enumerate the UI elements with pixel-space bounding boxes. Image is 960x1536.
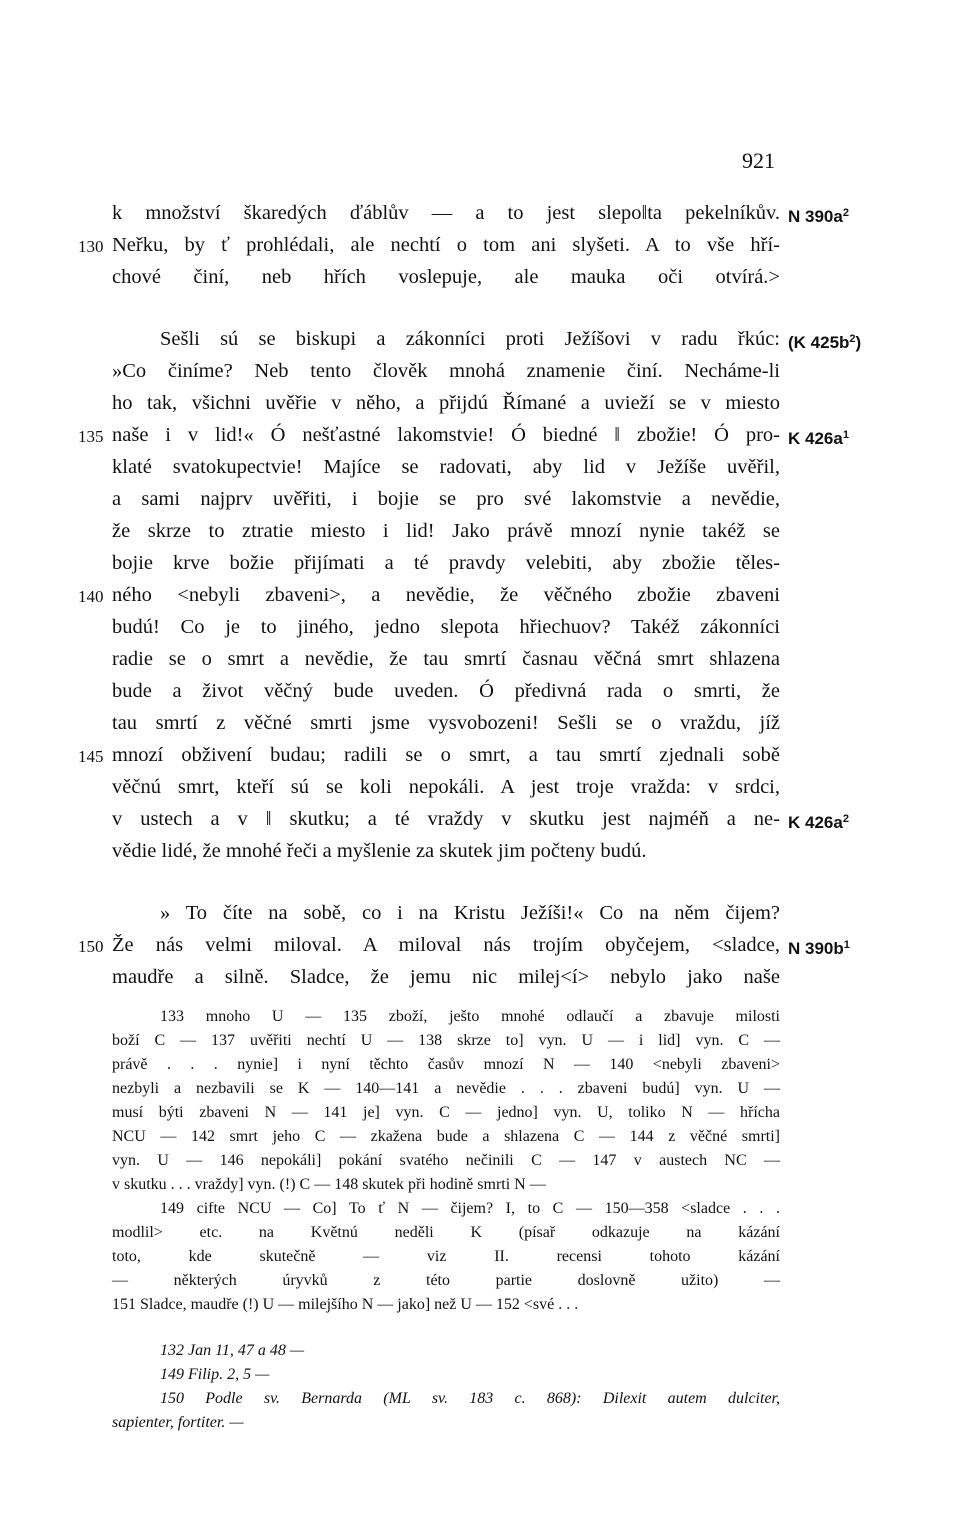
- source-note-line: sapienter, fortiter. —: [112, 1414, 244, 1431]
- text-line: » To číte na sobě, co i na Kristu Ježíši!« Co na něm čijem?: [160, 902, 780, 924]
- apparatus-line: 149 cifte NCU — Co] To ť N — čijem? I, to C — 150—358 <sladce . . .: [160, 1200, 780, 1217]
- text-line: ho tak, všichni uvěřie v něho, a přijdú Římané a uvieží se v miesto: [112, 392, 780, 414]
- apparatus-line: v skutku . . . vraždy] vyn. (!) C — 148 skutek při hodině smrti N —: [112, 1176, 546, 1193]
- text-line: klaté svatokupectvie! Majíce se radovati, aby lid v Ježíše uvěřil,: [112, 456, 780, 478]
- margin-reference: [788, 326, 861, 356]
- apparatus-line: musí býti zbaveni N — 141 je] vyn. C — jedno] vyn. U, toliko N — hřícha: [112, 1104, 780, 1121]
- text-line: Sešli sú se biskupi a zákonníci proti Ježíšovi v radu řkúc:: [160, 328, 780, 350]
- text-line: mnozí obživení budau; radili se o smrt, a tau smrtí zjednali sobě: [112, 744, 780, 766]
- apparatus-line: — některých úryvků z této partie doslovně užito) —: [112, 1272, 780, 1289]
- margin-reference-label: K 426a: [788, 429, 843, 448]
- text-line: k množství škaredých ďáblův — a to jest slepo‖ta pekelníkův.: [112, 202, 780, 224]
- text-line: bude a život věčný bude uveden. Ó předivná rada o smrti, že: [112, 680, 780, 702]
- margin-reference-label: N 390a: [788, 207, 843, 226]
- apparatus-line: modlil> etc. na Květnú neděli K (písař odkazuje na kázání: [112, 1224, 780, 1241]
- apparatus-line: toto, kde skutečně — viz II. recensi tohoto kázání: [112, 1248, 780, 1265]
- page-number: 921: [742, 148, 775, 173]
- apparatus-line: právě . . . nynie] i nyní těchto časův mnozí N — 140 <nebyli zbaveni>: [112, 1056, 780, 1073]
- margin-reference-superscript: 2: [849, 333, 856, 345]
- text-line: a sami najprv uvěřiti, i bojie se pro své lakomstvie a nevědie,: [112, 488, 780, 510]
- line-number: 135: [78, 427, 104, 446]
- margin-reference: [788, 806, 849, 836]
- text-line: Neřku, by ť prohlédali, ale nechtí o tom ani slyšeti. A to vše hří-: [112, 234, 780, 256]
- text-line: radie se o smrt a nevědie, že tau smrtí časnau věčná smrt shlazena: [112, 648, 780, 670]
- text-line: že skrze to ztratie miesto i lid! Jako právě mnozí nynie takéž se: [112, 520, 780, 542]
- source-note-line: 150 Podle sv. Bernarda (ML sv. 183 c. 868): Dilexit autem dulciter,: [160, 1390, 780, 1407]
- source-note-line: 149 Filip. 2, 5 —: [160, 1366, 270, 1383]
- apparatus-line: 151 Sladce, maudře (!) U — milejšího N — jako] než U — 152 <své . . .: [112, 1296, 579, 1313]
- margin-reference-label: (K 425b: [788, 333, 850, 352]
- margin-reference-superscript: 1: [842, 429, 849, 441]
- text-line: maudře a silně. Sladce, že jemu nic milej<í> nebylo jako naše: [112, 966, 780, 988]
- text-line: Že nás velmi miloval. A miloval nás trojím obyčejem, <sladce,: [112, 934, 780, 956]
- margin-reference: [788, 422, 849, 452]
- margin-reference-superscript: 1: [843, 939, 850, 951]
- apparatus-line: boží C — 137 uvěřiti nechtí U — 138 skrze to] vyn. U — i lid] vyn. C —: [112, 1032, 780, 1049]
- text-line: budú! Co je to jiného, jedno slepota hřiechuov? Takéž zákonníci: [112, 616, 780, 638]
- margin-reference: [788, 200, 849, 230]
- margin-reference-label: N 390b: [788, 939, 844, 958]
- margin-reference-superscript: 2: [842, 207, 849, 219]
- text-line: chové činí, neb hřích voslepuje, ale mauka oči otvírá.>: [112, 266, 780, 288]
- line-number: 145: [78, 747, 104, 766]
- apparatus-line: nezbyli a nezbavili se K — 140—141 a nevědie . . . zbaveni budú] vyn. U —: [112, 1080, 780, 1097]
- line-number: 130: [78, 237, 104, 256]
- source-note-line: 132 Jan 11, 47 a 48 —: [160, 1342, 305, 1359]
- apparatus-line: 133 mnoho U — 135 zboží, ješto mnohé odlaučí a zbavuje milosti: [160, 1008, 780, 1025]
- text-line: vědie lidé, že mnohé řeči a myšlenie za skutek jim počteny budú.: [112, 840, 647, 862]
- margin-reference-superscript: 2: [842, 813, 849, 825]
- text-line: v ustech a v ‖ skutku; a té vraždy v skutku jest najméň a ne-: [112, 808, 780, 830]
- apparatus-line: vyn. U — 146 nepokáli] pokání svatého nečinili C — 147 v austech NC —: [112, 1152, 780, 1169]
- text-line: tau smrtí z věčné smrti jsme vysvobozeni! Sešli se o vraždu, jíž: [112, 712, 780, 734]
- line-number: 150: [78, 937, 104, 956]
- margin-reference: [788, 932, 850, 962]
- line-number: 140: [78, 587, 104, 606]
- text-line: »Co činíme? Neb tento člověk mnohá znamenie činí. Necháme-li: [112, 360, 780, 382]
- margin-reference-suffix: ): [855, 333, 862, 352]
- text-line: naše i v lid!« Ó nešťastné lakomstvie! Ó biedné ‖ zbožie! Ó pro-: [112, 424, 780, 446]
- text-line: ného <nebyli zbaveni>, a nevědie, že věčného zbožie zbaveni: [112, 584, 780, 606]
- margin-reference-label: K 426a: [788, 813, 843, 832]
- text-line: věčnú smrt, kteří sú se koli nepokáli. A jest troje vražda: v srdci,: [112, 776, 780, 798]
- apparatus-line: NCU — 142 smrt jeho C — zkažena bude a shlazena C — 144 z věčné smrti]: [112, 1128, 780, 1145]
- text-line: bojie krve božie přijímati a té pravdy velebiti, aby zbožie těles-: [112, 552, 780, 574]
